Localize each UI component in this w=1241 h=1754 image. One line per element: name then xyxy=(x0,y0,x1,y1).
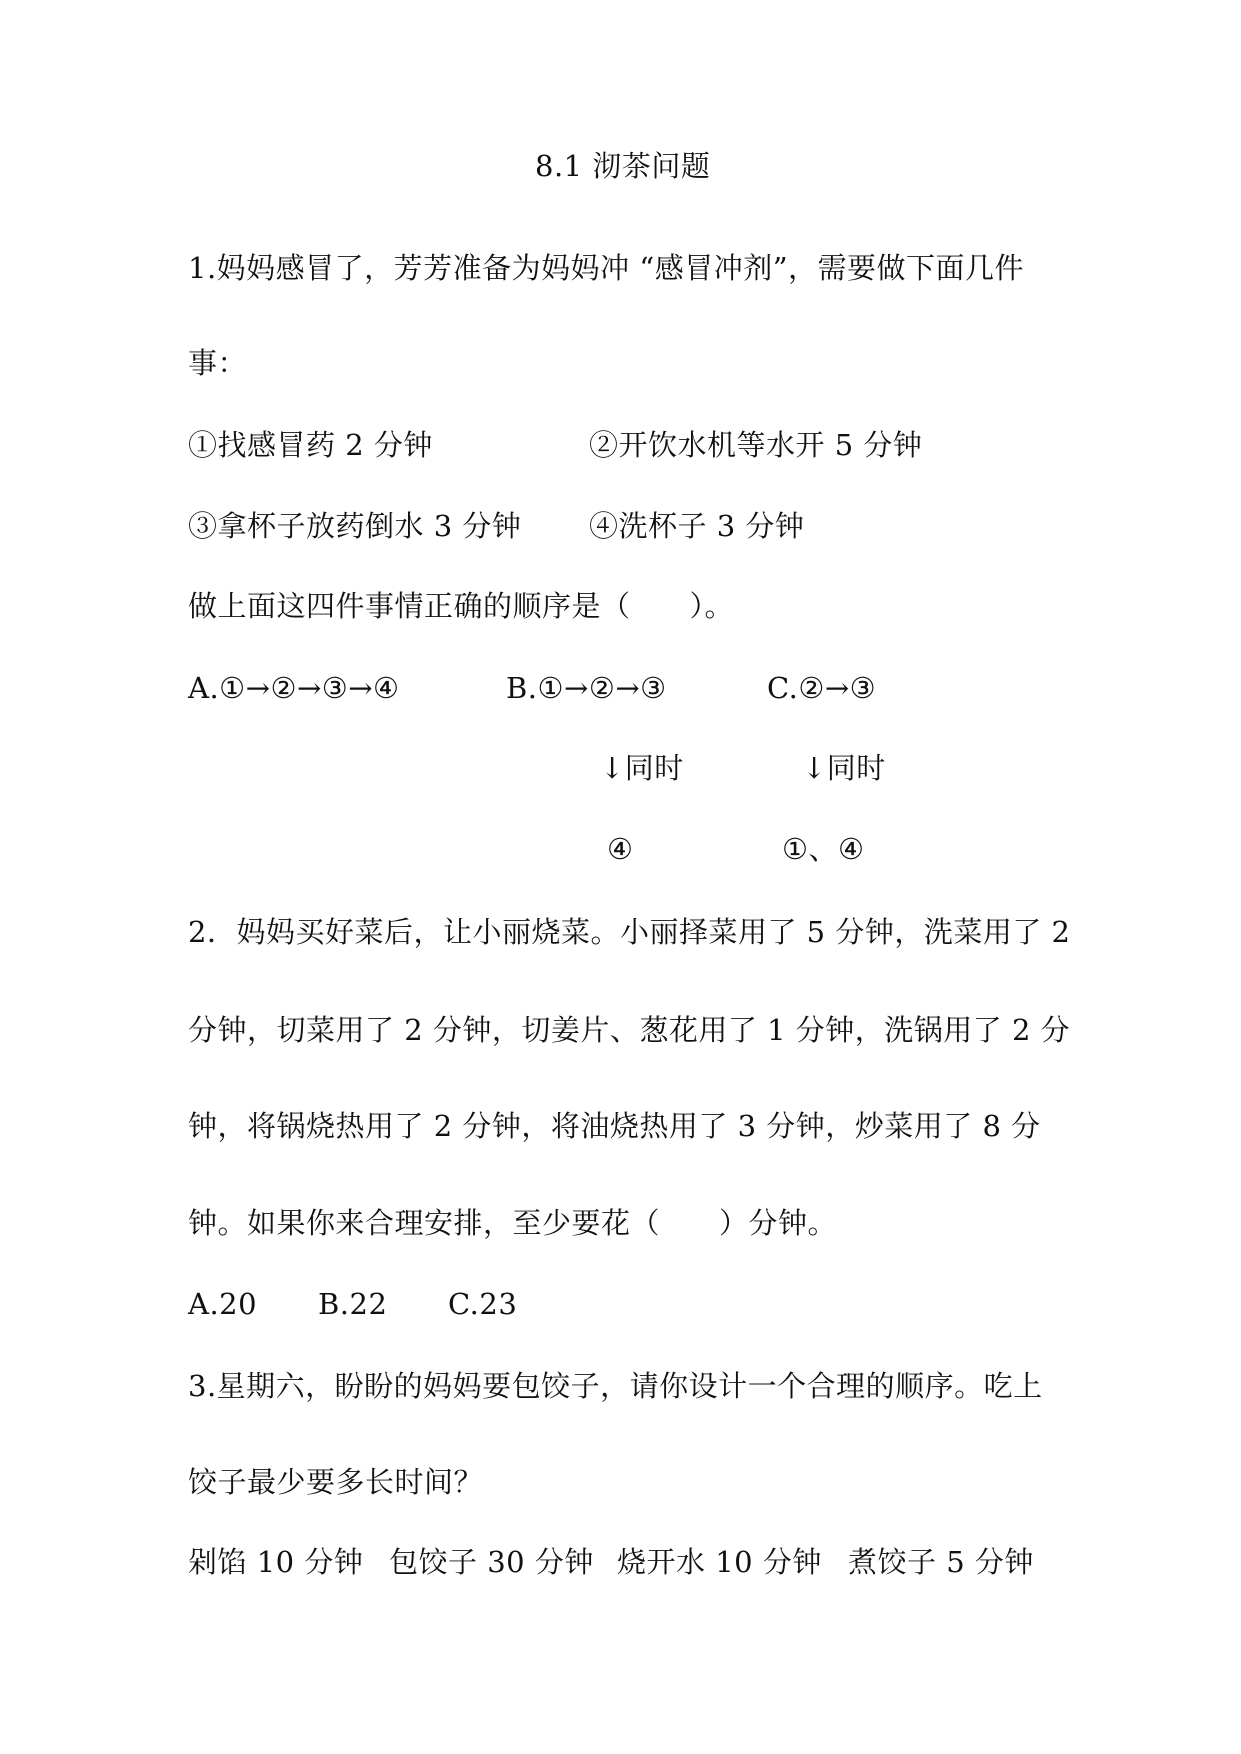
q1-step-3: ③拿杯子放药倒水 3 分钟 xyxy=(188,509,522,543)
q3-text-line-2: 饺子最少要多长时间？ xyxy=(188,1465,484,1499)
q1-option-c[interactable]: C.②→③ xyxy=(767,671,877,705)
q3-task-2: 包饺子 30 分钟 xyxy=(389,1545,594,1579)
q1-option-b-arrow: ↓同时 xyxy=(600,751,684,785)
q2-text-line-1: 2．妈妈买好菜后，让小丽烧菜。小丽择菜用了 5 分钟，洗菜用了 2 xyxy=(188,915,1071,949)
q1-prompt: 做上面这四件事情正确的顺序是（ ）。 xyxy=(188,589,735,623)
q2-option-a[interactable]: A.20 xyxy=(188,1287,258,1321)
q3-task-4: 煮饺子 5 分钟 xyxy=(848,1545,1034,1579)
q1-text-line-1: 1.妈妈感冒了，芳芳准备为妈妈冲 “感冒冲剂”，需要做下面几件 xyxy=(188,251,1025,285)
q1-step-4: ④洗杯子 3 分钟 xyxy=(589,509,805,543)
q2-text-line-4: 钟。如果你来合理安排，至少要花（ ）分钟。 xyxy=(188,1206,838,1240)
q3-task-1: 剁馅 10 分钟 xyxy=(188,1545,364,1579)
q3-text-line-1: 3.星期六，盼盼的妈妈要包饺子，请你设计一个合理的顺序。吃上 xyxy=(188,1369,1043,1403)
q2-text-line-2: 分钟，切菜用了 2 分钟，切姜片、葱花用了 1 分钟，洗锅用了 2 分 xyxy=(188,1013,1071,1047)
q1-step-1: ①找感冒药 2 分钟 xyxy=(188,428,433,462)
q1-option-a[interactable]: A.①→②→③→④ xyxy=(188,671,400,705)
q1-option-c-arrow: ↓同时 xyxy=(802,751,886,785)
q1-option-b-bottom: ④ xyxy=(607,832,634,866)
q2-option-c[interactable]: C.23 xyxy=(448,1287,518,1321)
q1-option-b[interactable]: B.①→②→③ xyxy=(506,671,667,705)
q1-option-c-bottom: ①、④ xyxy=(782,832,865,866)
q2-text-line-3: 钟，将锅烧热用了 2 分钟，将油烧热用了 3 分钟，炒菜用了 8 分 xyxy=(188,1109,1041,1143)
q2-option-b[interactable]: B.22 xyxy=(318,1287,388,1321)
q3-task-3: 烧开水 10 分钟 xyxy=(617,1545,822,1579)
page-title: 8.1 沏茶问题 xyxy=(535,149,711,183)
q1-step-2: ②开饮水机等水开 5 分钟 xyxy=(589,428,923,462)
q1-text-line-2: 事： xyxy=(188,346,248,380)
